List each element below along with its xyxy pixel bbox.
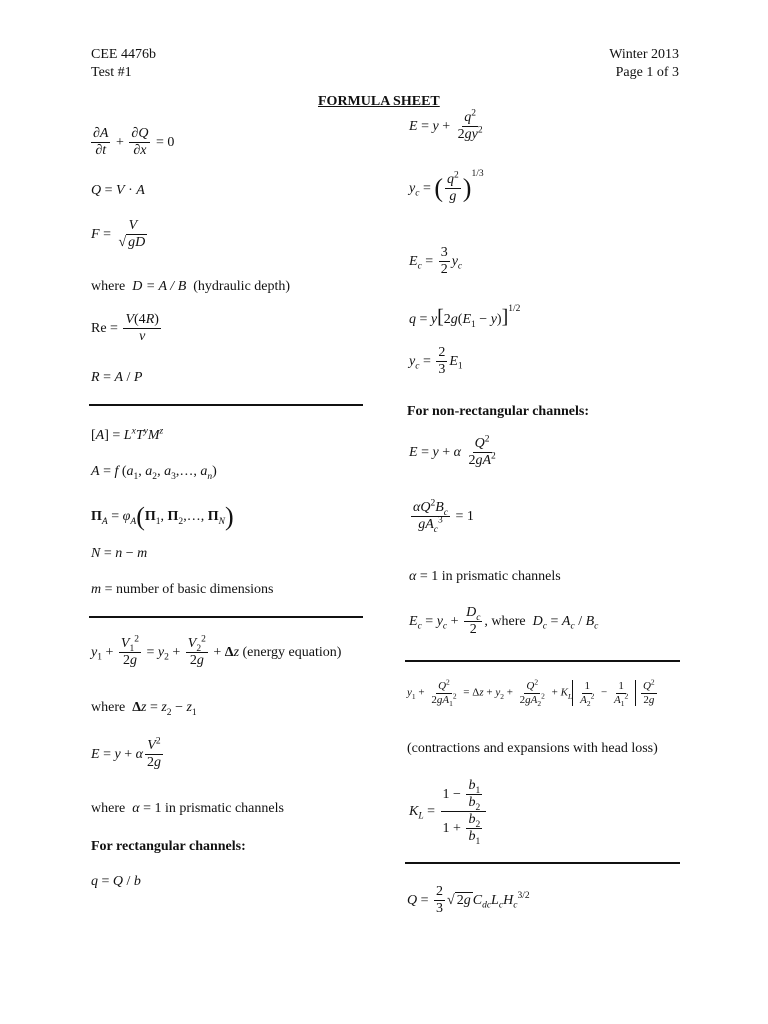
where-label: where <box>91 801 126 816</box>
hydraulic-radius-equation: R = A / P <box>91 370 143 385</box>
page-title: FORMULA SHEET <box>318 94 440 109</box>
non-rectangular-heading: For non-rectangular channels: <box>407 404 590 419</box>
alpha-prismatic-text: in prismatic channels <box>441 569 561 584</box>
critical-depth-energy-equation: $y_c$ = $\frac{2}{3}$ $E_1$ <box>409 345 463 378</box>
weir-discharge-equation: Q = $\frac{2}{3}$ √ 2g $C_{dc}L_cH_c^{3/2}$ <box>407 884 530 917</box>
hydraulic-depth-def <box>91 279 290 295</box>
unit-discharge-energy-equation: $q = y[2g(E_1 - y)]^{1/2}$ <box>409 304 521 330</box>
hydraulic-depth-eq: D = A / B <box>132 279 187 294</box>
hydraulic-depth-note: (hydraulic depth) <box>193 279 291 294</box>
energy-equation: $y_1$ + $\frac{V_1^2}{2g}$ = $y_2$ + $\frac{V_2^2}{2g}$ + Δz (energy equation) <box>91 634 342 669</box>
alpha-def-text: in prismatic channels <box>164 801 284 816</box>
critical-flow-condition: $\frac{\alpha Q^2B_c}{gA_c^3}$ = 1 <box>413 498 474 535</box>
pi-theorem-equation: $\Pi_A = \varphi_A(\Pi_1$, $\Pi_2,\dots$, $\Pi_N$) <box>91 502 234 531</box>
continuity-equation: $\frac{\partial A}{\partial t}$ + $\frac{\partial Q}{\partial x}$ = 0 <box>93 126 175 159</box>
nonrect-specific-energy-equation: E = y + α $\frac{Q^2}{2gA^2}$ <box>409 434 496 469</box>
term: Winter 2013 <box>609 47 679 62</box>
critical-depth-equation: $y_c$ = ( $\frac{q^2}{g}$ )$^{1/3}$ <box>409 169 484 205</box>
pi-count-equation: N = n − m <box>91 546 148 561</box>
discharge-equation: Q = V · A <box>91 183 145 198</box>
course-code: CEE 4476b <box>91 47 156 62</box>
where-label: , where <box>484 613 526 629</box>
basic-dimensions-def: m = number of basic dimensions <box>91 582 274 597</box>
unit-discharge-equation: q = Q / b <box>91 874 141 889</box>
loss-coefficient-equation: $K_L$ = 1 − $\frac{b_1}{b_2}$ 1 + $\frac{b_2}{b_1}$ <box>409 778 488 845</box>
where-label: where <box>91 279 126 294</box>
divider <box>89 404 363 406</box>
page-number: Page 1 of 3 <box>615 65 679 80</box>
basic-dimensions-text: number of basic dimensions <box>116 582 274 597</box>
where-label: where <box>91 700 126 715</box>
function-equation: A = f ($a_1$, $a_2$, $a_3,\dots$, $a_n$) <box>91 464 217 482</box>
test-number: Test #1 <box>91 65 132 80</box>
rect-specific-energy-equation: E = y + $\frac{q^2}{2gy^2}$ <box>409 108 483 143</box>
contractions-note: (contractions and expansions with head loss) <box>407 741 658 756</box>
head-loss-equation: $y_1$ + $\frac{Q^2}{2gA_1^2}$ = $\Delta z + y_2$ + $\frac{Q^2}{2gA_2^2}$ + $K_L$ $\frac{1}{A_2^2}$ − $\frac{1}{A_1^2}$ $\frac{Q^2}{2g}$ <box>407 677 655 708</box>
rectangular-heading: For rectangular channels: <box>91 839 246 854</box>
nonrect-critical-energy-equation: $E_c = y_c$ + $\frac{D_c}{2}$ , where $D_c = A_c / B_c$ <box>409 605 599 638</box>
alpha-prismatic: α = 1 in prismatic channels <box>409 569 561 584</box>
energy-equation-label: (energy equation) <box>242 644 342 660</box>
froude-equation: F = $\frac{V}{√ gD}$ <box>91 218 146 251</box>
reynolds-equation: Re = $\frac{V(4R)}{\nu}$ <box>91 312 159 345</box>
alpha-def: where α = 1 in prismatic channels <box>91 801 284 816</box>
dimension-equation: $[A] = L^xT^yM^z$ <box>91 426 164 443</box>
divider <box>405 862 680 864</box>
specific-energy-equation: E = y + α $\frac{V^2}{2g}$ <box>91 736 161 771</box>
divider <box>89 616 363 618</box>
elevation-change-def: where $\Delta z = z_2 - z_1$ <box>91 700 197 718</box>
divider <box>405 660 680 662</box>
critical-energy-equation: $E_c$ = $\frac{3}{2}$ $y_c$ <box>409 245 463 278</box>
